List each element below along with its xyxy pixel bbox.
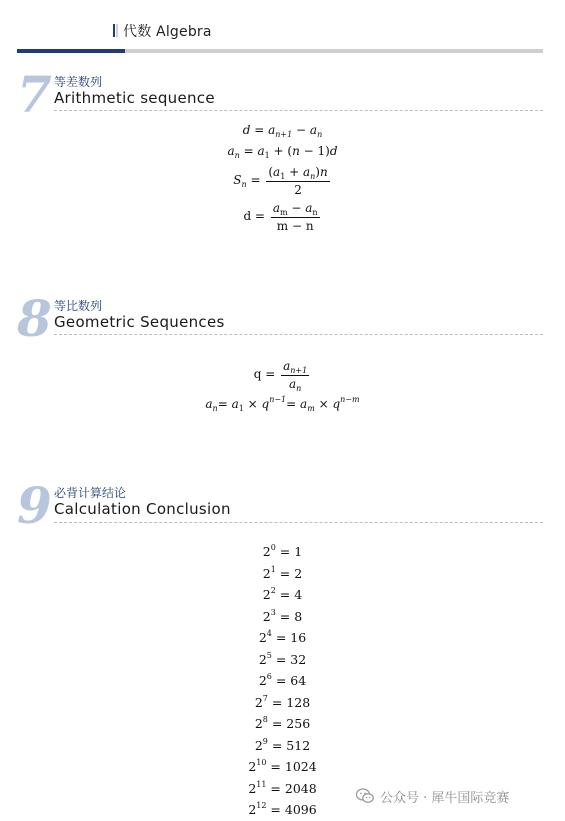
power-value: 512 [286,737,311,753]
power-value: 128 [286,694,311,710]
power-value: 256 [286,716,311,731]
power-of-two-row: $2^5 = 32$ [258,650,307,667]
exponent: 8 [262,715,268,724]
power-of-two-row: $2^0 = 1$ [262,543,303,559]
power-of-two-row: $2^{12} = 4096$ [248,801,317,817]
watermark-text: 公众号 · 犀牛国际竞赛 [380,790,510,806]
page-header [0,0,565,60]
power-value: 64 [290,673,307,688]
exponent: 5 [266,650,272,660]
watermark [356,786,509,806]
power-value: 1 [294,544,303,559]
formula-common-difference: $d = a_{n+1} - a_n$ [242,123,323,139]
section-title-cn: 必背计算结论 [54,486,127,500]
exponent: 7 [262,693,268,703]
formula-common-ratio: q = $\frac{a_{n+1}}{a_n}$ [253,359,308,393]
header-divider-accent [17,49,125,53]
power-value: 1024 [284,759,317,774]
section-title-cn: 等差数列 [54,75,103,89]
header-title: 代数 Algebra [123,24,212,40]
section-title-en: Arithmetic sequence [54,89,215,107]
power-value: 4096 [284,802,317,817]
exponent: 6 [266,672,272,681]
exponent: 2 [270,586,276,595]
section-divider [54,522,543,523]
section-divider [54,110,543,111]
section-number: 9 [17,476,52,535]
powers-of-two-list [0,541,565,821]
power-of-two-row: $2^2 = 4$ [262,586,303,602]
power-value: 2048 [284,780,317,796]
exponent: 0 [270,543,276,552]
power-value: 32 [290,651,307,667]
power-of-two-row: $2^6 = 64$ [258,672,307,688]
formula-general-term: $a_n = a_1 + (n - 1)d$ [227,144,338,160]
formula-difference-ratio: d = $\frac{a_m - a_n}{m - n}$ [243,201,318,233]
power-of-two-row: $2^3 = 8$ [262,607,303,624]
arithmetic-formulas [0,120,565,234]
exponent: 11 [256,779,267,789]
section-title-en: Calculation Conclusion [54,500,231,518]
power-of-two-row: $2^9 = 512$ [254,736,311,753]
exponent: 3 [270,607,276,617]
section-title-en: Geometric Sequences [54,313,225,331]
section-title-cn: 等比数列 [54,299,103,313]
formula-geometric-term: $a_n= a_1 \times q^{n-1}= a_m \times q^{n-m}$ [205,395,360,413]
power-of-two-row: $2^1 = 2$ [262,564,303,581]
power-of-two-row: $2^7 = 128$ [254,693,311,710]
exponent: 1 [270,564,276,574]
power-of-two-row: $2^{10} = 1024$ [248,758,317,774]
power-value: 8 [294,608,303,624]
power-of-two-row: $2^4 = 16$ [258,629,307,645]
power-value: 2 [294,565,303,581]
exponent: 4 [266,629,272,638]
power-of-two-row: $2^8 = 256$ [254,715,311,731]
section-number: 7 [17,65,52,124]
geometric-formulas [0,354,565,415]
exponent: 10 [256,758,267,767]
power-value: 4 [294,587,303,602]
section-divider [54,334,543,335]
power-value: 16 [290,630,307,645]
section-number: 8 [17,289,52,348]
formula-sum: $S_n$ = $\frac{(a_1 + a_n)n}{2}$ [233,165,328,197]
wechat-icon [356,788,374,804]
exponent: 12 [256,801,267,810]
exponent: 9 [262,736,268,746]
header-flag-icon [113,24,120,37]
power-of-two-row: $2^{11} = 2048$ [248,779,317,796]
